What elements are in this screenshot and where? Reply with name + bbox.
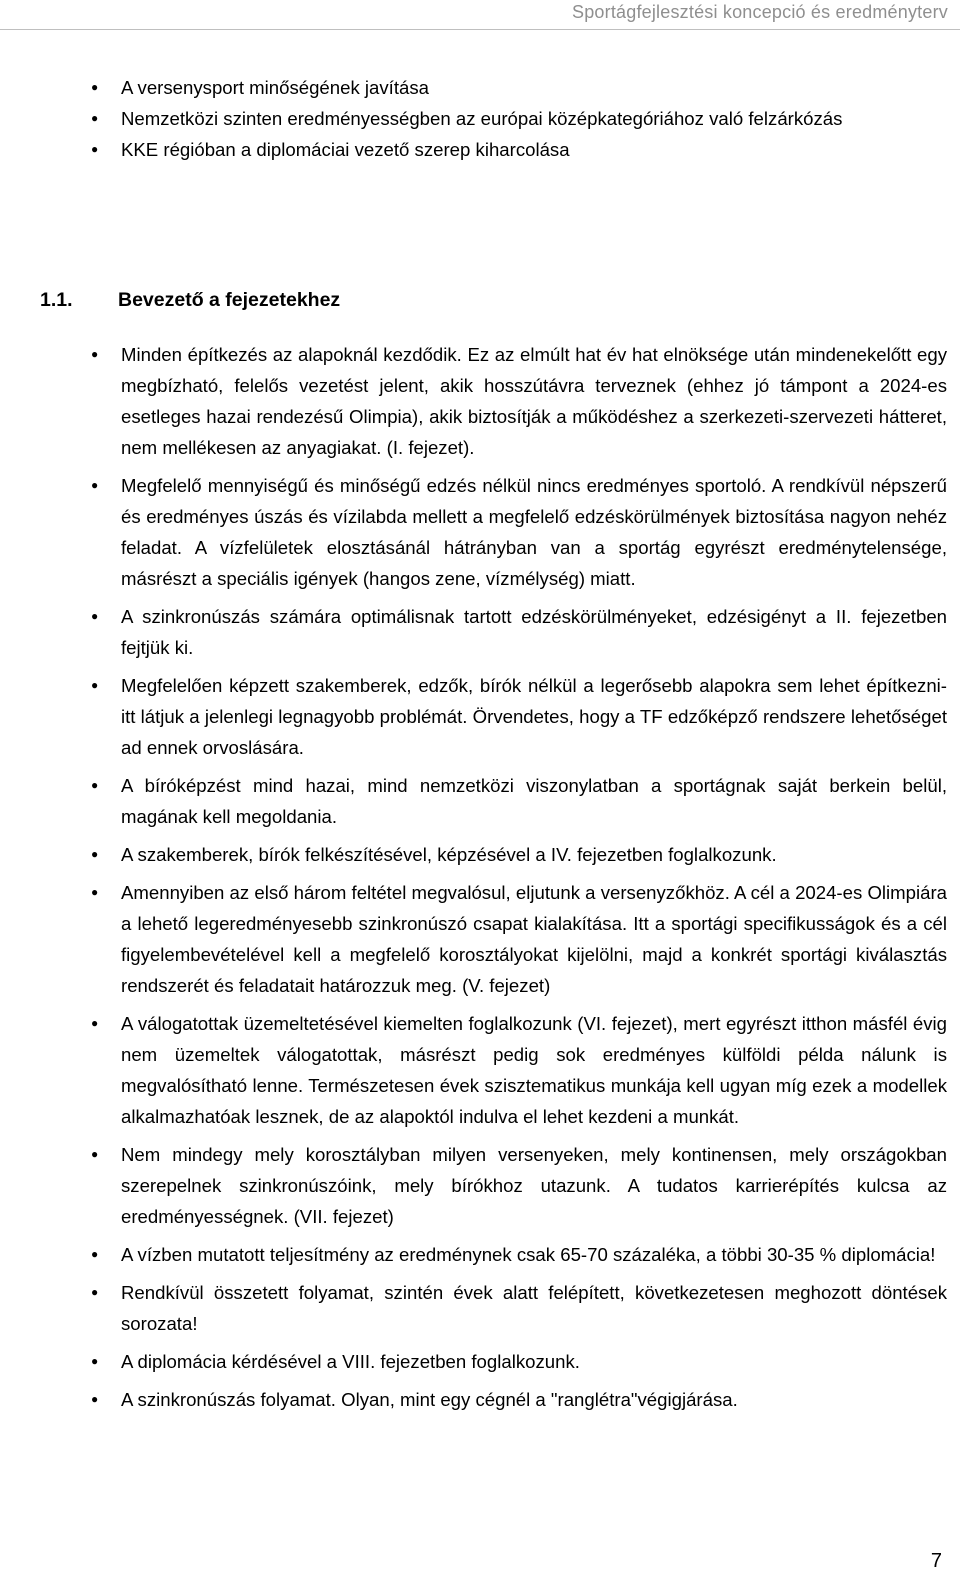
header-divider: [0, 29, 960, 30]
bullet-icon: ●: [91, 778, 99, 792]
bullet-icon: ●: [91, 678, 99, 692]
bullet-icon: ●: [91, 1247, 99, 1261]
list-item: [91, 1139, 947, 1232]
list-item: [91, 1346, 947, 1377]
list-item: [91, 72, 947, 103]
list-item-text: A diplomácia kérdésével a VIII. fejezetben foglalkozunk.: [121, 1351, 580, 1372]
list-item: [91, 103, 947, 134]
bullet-icon: ●: [91, 847, 99, 861]
bullet-icon: ●: [91, 347, 99, 361]
list-item-text: A bíróképzést mind hazai, mind nemzetközi viszonylatban a sportágnak saját berkein belül, magának kell megoldania.: [121, 775, 947, 827]
list-item: [91, 339, 947, 463]
intro-bullet-list: [91, 72, 947, 165]
main-bullet-list: [91, 339, 947, 1422]
list-item-text: Megfelelően képzett szakemberek, edzők, bírók nélkül a legerősebb alapokra sem lehet építkezni- itt látjuk a jelenlegi legnagyobb problémát. Örvendetes, hogy a TF edzőképző rendszere lehetőséget ad ennek orvoslására.: [121, 675, 947, 758]
bullet-icon: ●: [91, 142, 99, 156]
list-item-text: A válogatottak üzemeltetésével kiemelten foglalkozunk (VI. fejezet), mert egyrészt itthon másfél évig nem üzemeltek válogatottak, másrészt pedig sok eredményes külföldi példa nálunk is megvalósítható lenne. Természetesen évek szisztematikus munkája kell ugyan míg ezek a modellek alkalmazhatóak lesznek, de az alapoktól indulva el lehet kezdeni a munkát.: [121, 1013, 947, 1127]
list-item: [91, 601, 947, 663]
list-item: [91, 670, 947, 763]
bullet-icon: ●: [91, 1285, 99, 1299]
list-item: [91, 770, 947, 832]
section-heading: [40, 289, 340, 312]
list-item: [91, 1277, 947, 1339]
list-item-text: Minden építkezés az alapoknál kezdődik. Ez az elmúlt hat év hat elnöksége után mindenekelőtt egy megbízható, felelős vezetést jelent, akik hosszútávra terveznek (ehhez jó támpont a 2024-es esetleges hazai rendezésű Olimpia), akik biztosítják a működéshez a szerkezeti-szervezeti hátteret, nem mellékesen az anyagiakat. (I. fejezet).: [121, 344, 947, 458]
list-item: [91, 877, 947, 1001]
bullet-icon: ●: [91, 111, 99, 125]
list-item: [91, 839, 947, 870]
bullet-icon: ●: [91, 885, 99, 899]
bullet-icon: ●: [91, 1147, 99, 1161]
bullet-icon: ●: [91, 478, 99, 492]
section-title: Bevezető a fejezetekhez: [118, 289, 341, 311]
list-item: [91, 1384, 947, 1415]
bullet-icon: ●: [91, 609, 99, 623]
list-item: [91, 1239, 947, 1270]
list-item: [91, 134, 947, 165]
bullet-icon: ●: [91, 1354, 99, 1368]
list-item-text: A szinkronúszás számára optimálisnak tartott edzéskörülményeket, edzésigényt a II. fejezetben fejtjük ki.: [121, 606, 947, 658]
section-number: 1.1.: [40, 289, 73, 311]
list-item-text: A versenysport minőségének javítása: [121, 77, 429, 98]
bullet-icon: ●: [91, 1016, 99, 1030]
bullet-icon: ●: [91, 1392, 99, 1406]
running-header: Sportágfejlesztési koncepció és eredményterv: [572, 2, 948, 22]
list-item-text: Rendkívül összetett folyamat, szintén évek alatt felépített, következetesen meghozott döntések sorozata!: [121, 1282, 947, 1334]
list-item-text: Nemzetközi szinten eredményességben az európai középkategóriához való felzárkózás: [121, 108, 843, 129]
page-number: 7: [930, 1550, 942, 1572]
list-item-text: A vízben mutatott teljesítmény az eredménynek csak 65-70 százaléka, a többi 30-35 % diplomácia!: [121, 1244, 936, 1265]
list-item: [91, 470, 947, 594]
list-item-text: Amennyiben az első három feltétel megvalósul, eljutunk a versenyzőkhöz. A cél a 2024-es Olimpiára a lehető legeredményesebb szinkronúszó csapat kialakítása. Itt a sportági specifikusságok és a cél figyelembevételével kell a megfelelő korosztályokat kijelölni, majd a konkrét sportági kiválasztás rendszerét és feladatait határozzuk meg. (V. fejezet): [121, 882, 947, 996]
list-item-text: A szinkronúszás folyamat. Olyan, mint egy cégnél a "ranglétra"végigjárása.: [121, 1389, 738, 1410]
bullet-icon: ●: [91, 80, 99, 94]
list-item-text: Megfelelő mennyiségű és minőségű edzés nélkül nincs eredményes sportoló. A rendkívül népszerű és eredményes úszás és vízilabda mellett a megfelelő edzéskörülmények biztosítása nagyon nehéz feladat. A vízfelületek elosztásánál hátrányban van a sportág egyrészt eredménytelensége, másrészt a speciális igények (hangos zene, vízmélység) miatt.: [121, 475, 947, 589]
list-item-text: A szakemberek, bírók felkészítésével, képzésével a IV. fejezetben foglalkozunk.: [121, 844, 777, 865]
list-item-text: Nem mindegy mely korosztályban milyen versenyeken, mely kontinensen, mely országokban szerepelnek szinkronúszóink, mely bírókhoz utazunk. A tudatos karrierépítés kulcsa az eredményességnek. (VII. fejezet): [121, 1144, 947, 1227]
list-item-text: KKE régióban a diplomáciai vezető szerep kiharcolása: [121, 139, 570, 160]
list-item: [91, 1008, 947, 1132]
